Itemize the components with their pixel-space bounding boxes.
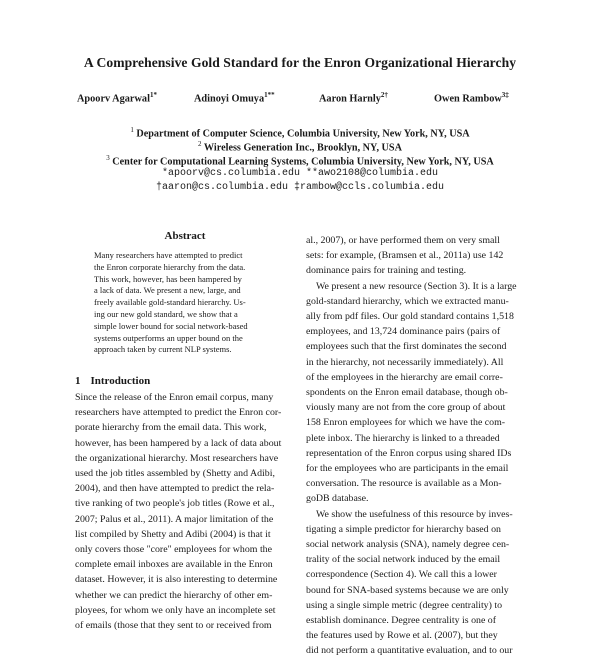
text-line: tigating a simple predictor for hierarchy based on [306,523,501,535]
abstract-line: ing our new gold standard, we show that a [94,308,238,319]
abstract-line: a lack of data. We present a new, large, and [94,285,241,296]
text-line: for the employees who are participants in the email [306,463,509,475]
text-line: dataset. However, it is also interesting to determine [75,574,278,586]
abstract-heading: Abstract [164,230,206,242]
text-line: porate hierarchy from the email data. This work, [75,422,267,434]
text-line: however, has been hampered by a lack of data about [75,437,282,449]
text-line: Since the release of the Enron email corpus, many [75,392,274,403]
author-4 [434,91,509,104]
text-line: ployees, for whom we only have an incomplete set [75,604,276,616]
author-name: Aaron Harnly [319,93,381,105]
author-2 [194,91,275,104]
affiliation-3: $^3$ Center for Computational Learning Systems, Columbia University, New York, NY, USA [106,154,494,168]
author-mark: 2† [380,91,388,99]
abstract-line: the Enron corporate hierarchy from the data. [94,261,246,272]
text-line: researchers have attempted to predict the Enron cor- [75,407,282,419]
text-line: trality of the social network induced by the email [306,554,501,566]
section-number: 1 [75,375,81,387]
email-line-1[interactable]: *apoorv@cs.columbia.edu **awo2108@columbia.edu [161,168,439,179]
text-line: We present a new resource (Section 3). It is a large [316,280,517,292]
text-line: of emails (those that they sent to or received from [75,620,272,632]
author-name: Adinoyi Omuya [194,93,265,105]
text-line: social network analysis (SNA), namely degree cen- [306,539,510,551]
abstract-body [94,250,276,356]
text-line: of the employees in the hierarchy are email corre- [306,371,503,383]
abstract-line: freely available gold-standard hierarchy. Us- [94,297,246,308]
text-line: viously many are not from the core group of about [306,402,506,414]
text-line: tive ranking of two people's job titles (Rowe et al., [75,498,275,510]
text-line: dominance pairs for training and testing. [306,265,467,277]
affiliation-1: $^1$ Department of Computer Science, Columbia University, New York, NY, USA [130,126,470,140]
text-line: bound for SNA-based systems because we are only [306,584,509,596]
author-name: Owen Rambow [434,93,502,105]
abstract-line: approach taken by current NLP systems. [94,344,232,355]
text-line: in the hierarchy, not necessarily immediately). All [306,356,504,368]
left-column-text [75,390,299,633]
author-mark: 1** [264,91,275,99]
section-title: Introduction [90,375,151,387]
author-mark: 3‡ [501,91,509,99]
text-line: gold-standard hierarchy, which we extracted manu- [306,295,509,307]
text-line: We show the usefulness of this resource by inves- [316,508,513,520]
abstract-line: systems outperforms an upper bound on the [94,332,243,343]
text-line: spondents on the Enron email database, though ob- [306,387,508,399]
text-line: ally from pdf files. Our gold standard contains 1,518 [306,311,514,323]
text-line: using a single simple metric (degree centrality) to [306,599,503,611]
text-line: sets: for example, (Bramsen et al., 2011a) use 142 [306,250,504,262]
abstract-line: simple lower bound for social network-based [94,320,248,331]
abstract-line: This work, however, has been hampered by [94,273,242,284]
text-line: the features used by Rowe et al. (2007), but they [306,630,498,642]
text-line: list compiled by Shetty and Adibi (2004) is that it [75,528,271,540]
author-mark: 1* [149,91,157,99]
text-line: 2007; Palus et al., 2011). A major limitation of the [75,513,274,525]
text-line: establish dominance. Degree centrality is one of [306,615,497,627]
author-3 [319,91,388,104]
right-column-text [306,233,530,659]
affiliation-2: $^2$ Wireless Generation Inc., Brooklyn, NY, USA [198,140,402,154]
text-line: correspondence (Section 4). We call this a lower [306,569,497,581]
abstract-line: Many researchers have attempted to predict [94,250,243,260]
text-line: goDB database. [306,493,369,505]
text-line: did not perform a quantitative evaluation, and to our [306,645,513,657]
text-line: used the job titles assembled by (Shetty and Adibi, [75,468,275,480]
author-1 [77,91,157,104]
text-line: conversation. The resource is available as a Mon- [306,478,502,490]
text-line: complete email inboxes are available in the Enron [75,559,273,571]
text-line: al., 2007), or have performed them on very small [306,235,500,246]
text-line: employees such that the first dominates the second [306,341,507,353]
paper-title: A Comprehensive Gold Standard for the Enron Organizational Hierarchy [83,55,517,70]
text-line: 2004), and then have attempted to predict the rela- [75,483,275,495]
text-line: employees, and 13,724 dominance pairs (pairs of [306,326,501,338]
section-heading-introduction [75,375,160,387]
text-line: 158 Enron employees for which we have the com- [306,417,506,429]
text-line: whether we can predict the hierarchy of other em- [75,589,273,601]
text-line: plete inbox. The hierarchy is linked to a threaded [306,432,500,444]
text-line: representation of the Enron corpus using shared IDs [306,447,512,459]
author-name: Apoorv Agarwal [77,93,150,105]
text-line: only covers those "core" employees for whom the [75,544,273,556]
text-line: the organizational hierarchy. Most researchers have [75,452,279,464]
email-line-2[interactable]: †aaron@cs.columbia.edu ‡rambow@ccls.columbia.edu [155,182,445,193]
